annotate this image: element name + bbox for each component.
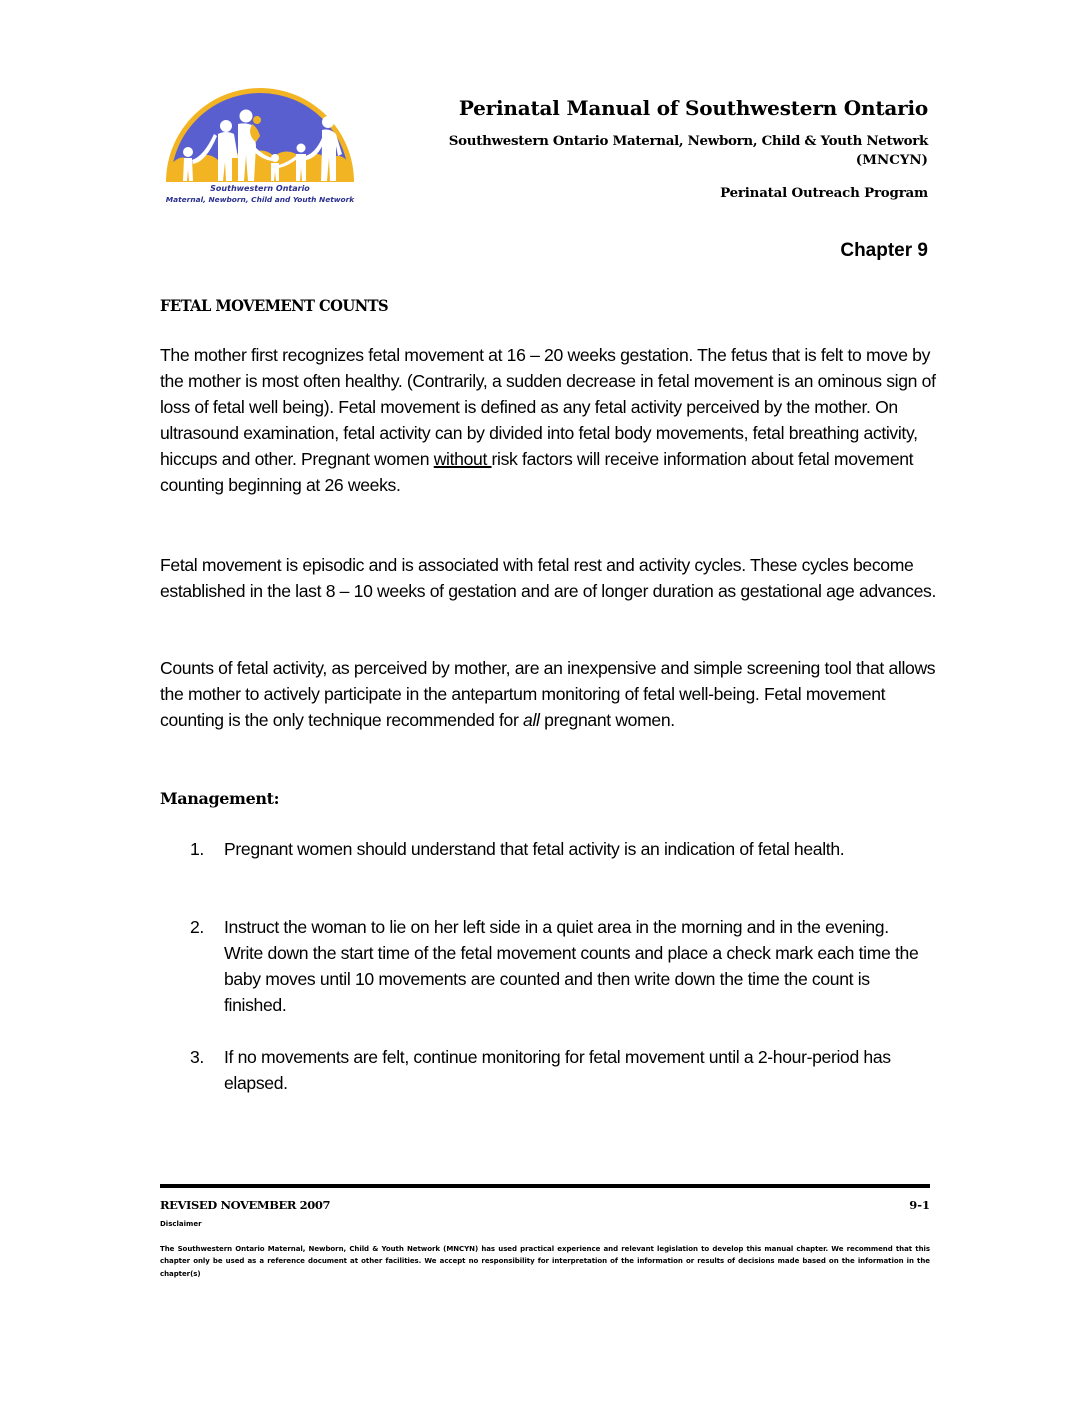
page-number: 9-1 xyxy=(909,1198,930,1212)
list-number: 3. xyxy=(190,1047,204,1067)
program-name: Perinatal Outreach Program xyxy=(720,185,928,201)
list-text: Instruct the woman to lie on her left side in a quiet area in the morning and in the evening. Write down the start time of the fetal movement counts and place a check mark each time the baby moves until 10 movements are counted and then write down the time the count is finished. xyxy=(224,917,919,1015)
paragraph-intro-text-end: risk factors will receive information about fetal movement counting beginning at 26 weeks. xyxy=(160,449,914,495)
list-text: If no movements are felt, continue monitoring for fetal movement until a 2-hour-period has elapsed. xyxy=(224,1047,891,1093)
paragraph-intro xyxy=(160,342,940,498)
organization-acronym: (MNCYN) xyxy=(855,152,928,168)
organization-name: Southwestern Ontario Maternal, Newborn, Child & Youth Network xyxy=(448,133,928,149)
footer-divider xyxy=(160,1184,930,1188)
disclaimer-text: The Southwestern Ontario Maternal, Newborn, Child & Youth Network (MNCYN) has used practical experience and relevant legislation to develop this manual chapter. We recommend that this chapter only be used as a reference document at other facilities. We accept no responsibility for interpretation of the information or results of decisions made based on the information in the chapter(s) xyxy=(160,1245,930,1278)
logo-caption-network: Maternal, Newborn, Child and Youth Network xyxy=(165,195,355,204)
mncyn-logo xyxy=(160,86,360,208)
list-number: 2. xyxy=(190,917,204,937)
family-logo-icon xyxy=(160,86,360,186)
disclaimer-title: Disclaimer xyxy=(160,1220,202,1228)
paragraph-screening xyxy=(160,655,940,733)
management-heading: Management: xyxy=(160,789,280,808)
paragraph-cycles: Fetal movement is episodic and is associated with fetal rest and activity cycles. These cycles become established in the last 8 – 10 weeks of gestation and are of longer duration as gestational age advances. xyxy=(160,555,937,601)
logo-caption-region: Southwestern Ontario xyxy=(210,184,310,193)
section-title: FETAL MOVEMENT COUNTS xyxy=(160,296,389,315)
list-number: 1. xyxy=(190,839,204,859)
list-text: Pregnant women should understand that fetal activity is an indication of fetal health. xyxy=(224,839,845,859)
manual-title: Perinatal Manual of Southwestern Ontario xyxy=(458,96,928,120)
revision-date: REVISED NOVEMBER 2007 xyxy=(160,1198,331,1212)
underlined-emphasis: without xyxy=(433,449,492,469)
chapter-label: Chapter 9 xyxy=(840,240,928,261)
paragraph-screening-text: Counts of fetal activity, as perceived by mother, are an inexpensive and simple screening tool that allows the mother to actively participate in the antepartum monitoring of fetal well-being. Fetal movement counting is the only technique recommended for xyxy=(160,658,936,730)
italic-emphasis: all xyxy=(523,710,540,730)
paragraph-screening-text-end: pregnant women. xyxy=(539,710,675,730)
paragraph-intro-text: The mother first recognizes fetal movement at 16 – 20 weeks gestation. The fetus that is felt to move by the mother is most often healthy. (Contrarily, a sudden decrease in fetal movement is an ominous sign of loss of fetal well being). Fetal movement is defined as any fetal activity perceived by the mother. On ultrasound examination, fetal activity can by divided into fetal body movements, fetal breathing activity, hiccups and other. Pregnant women xyxy=(160,345,936,469)
